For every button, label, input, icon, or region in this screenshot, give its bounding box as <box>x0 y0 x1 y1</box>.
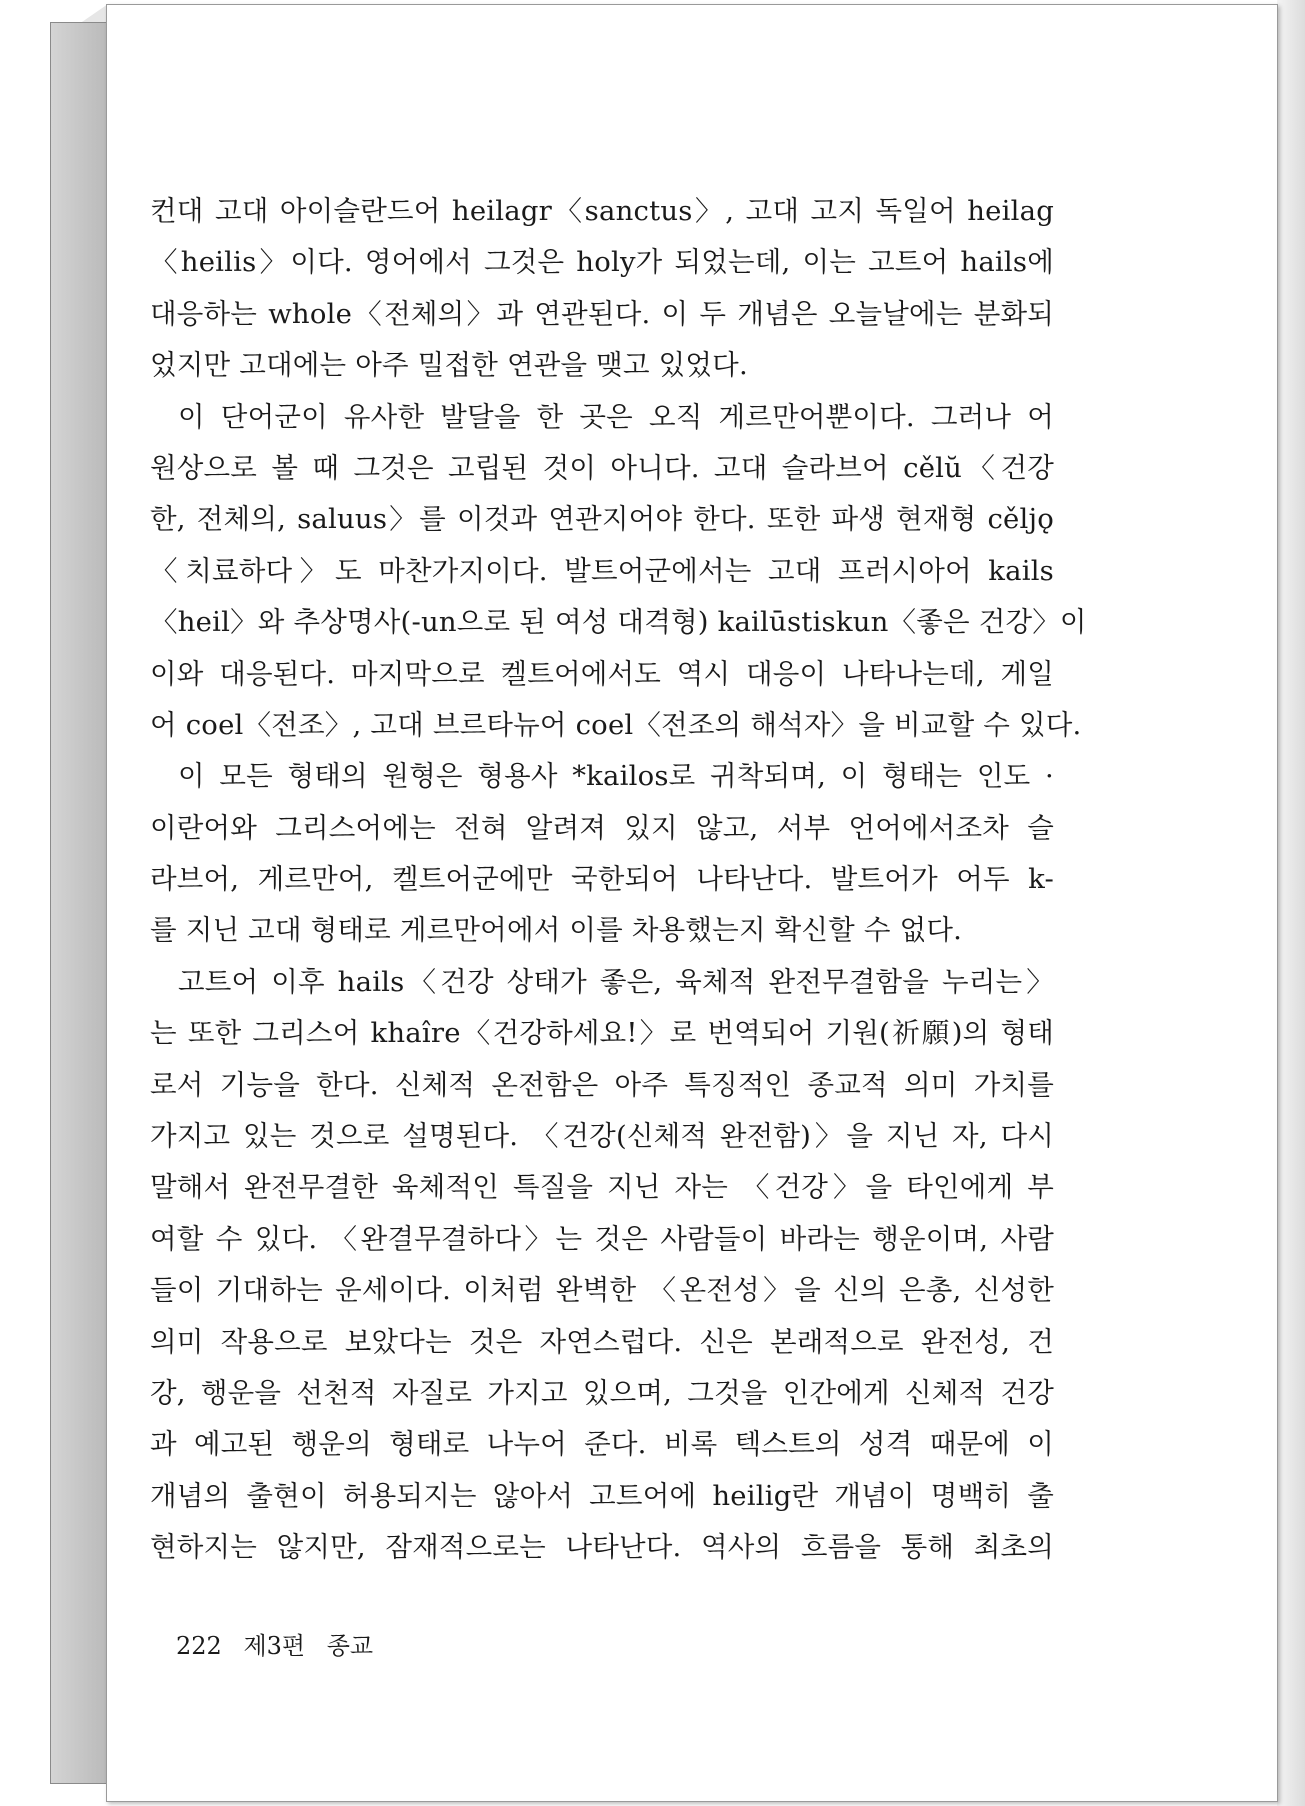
text-line: 강, 행운을 선천적 자질로 가지고 있으며, 그것을 인간에게 신체적 건강 <box>150 1376 1054 1409</box>
text-line: 가지고 있는 것으로 설명된다. 〈건강(신체적 완전함)〉을 지닌 자, 다시 <box>150 1120 1054 1153</box>
text-line: 과 예고된 행운의 형태로 나누어 준다. 비록 텍스트의 성격 때문에 이 <box>150 1428 1054 1461</box>
text-line: 현하지는 않지만, 잠재적으로는 나타난다. 역사의 흐름을 통해 최초의 <box>150 1531 1054 1564</box>
text-line: 었지만 고대에는 아주 밀접한 연관을 맺고 있었다. <box>150 349 748 382</box>
text-line: 로서 기능을 한다. 신체적 온전함은 아주 특징적인 종교적 의미 가치를 <box>150 1068 1054 1101</box>
text-line: 들이 기대하는 운세이다. 이처럼 완벽한 〈온전성〉을 신의 은총, 신성한 <box>150 1274 1054 1307</box>
text-line: 〈치료하다〉도 마찬가지이다. 발트어군에서는 고대 프러시아어 kails <box>150 554 1054 587</box>
page-number: 222 <box>176 1632 222 1660</box>
text-line: 를 지닌 고대 형태로 게르만어에서 이를 차용했는지 확신할 수 없다. <box>150 914 963 947</box>
text-line: 원상으로 볼 때 그것은 고립된 것이 아니다. 고대 슬라브어 cělŭ〈건강 <box>150 451 1054 484</box>
text-line: 〈heilis〉이다. 영어에서 그것은 holy가 되었는데, 이는 고트어 hails에 <box>150 246 1054 279</box>
text-line: 한, 전체의, saluus〉를 이것과 연관지어야 한다. 또한 파생 현재형 cěljǫ <box>150 503 1054 536</box>
text-line: 이와 대응된다. 마지막으로 켈트어에서도 역시 대응이 나타나는데, 게일 <box>150 657 1054 690</box>
text-line: 개념의 출현이 허용되지는 않아서 고트어에 heilig란 개념이 명백히 출 <box>150 1479 1054 1512</box>
text-line: 고트어 이후 hails〈건강 상태가 좋은, 육체적 완전무결함을 누리는〉 <box>178 965 1054 998</box>
text-line: 어 coel〈전조〉, 고대 브르타뉴어 coel〈전조의 해석자〉을 비교할 수 있다. <box>150 708 1082 741</box>
page-edge-shadow <box>1277 0 1305 1806</box>
part-label: 제3편 <box>243 1632 306 1660</box>
text-line: 말해서 완전무결한 육체적인 특질을 지닌 자는 〈건강〉을 타인에게 부 <box>150 1171 1054 1204</box>
text-line: 의미 작용으로 보았다는 것은 자연스럽다. 신은 본래적으로 완전성, 건 <box>150 1325 1054 1358</box>
text-line: 〈heil〉와 추상명사(-un으로 된 여성 대격형) kailūstiskun〈좋은 건강〉이 <box>150 606 1087 639</box>
text-line: 이 단어군이 유사한 발달을 한 곳은 오직 게르만어뿐이다. 그러나 어 <box>178 400 1054 433</box>
text-line: 이 모든 형태의 원형은 형용사 *kailos로 귀착되며, 이 형태는 인도 · <box>178 760 1054 793</box>
section-label: 종교 <box>326 1632 374 1660</box>
page-footer <box>176 1626 387 1661</box>
text-line: 여할 수 있다. 〈완결무결하다〉는 것은 사람들이 바라는 행운이며, 사람 <box>150 1222 1054 1255</box>
book-spine <box>50 22 110 1784</box>
body-text <box>150 186 1087 1574</box>
text-line: 라브어, 게르만어, 켈트어군에만 국한되어 나타난다. 발트어가 어두 k- <box>150 863 1054 896</box>
text-line: 이란어와 그리스어에는 전혀 알려져 있지 않고, 서부 언어에서조차 슬 <box>150 811 1054 844</box>
text-line: 컨대 고대 아이슬란드어 heilagr〈sanctus〉, 고대 고지 독일어 heilag <box>150 195 1054 227</box>
text-line: 대응하는 whole〈전체의〉과 연관된다. 이 두 개념은 오늘날에는 분화되 <box>150 297 1054 330</box>
text-line: 는 또한 그리스어 khaîre〈건강하세요!〉로 번역되어 기원(祈願)의 형태 <box>150 1017 1054 1050</box>
